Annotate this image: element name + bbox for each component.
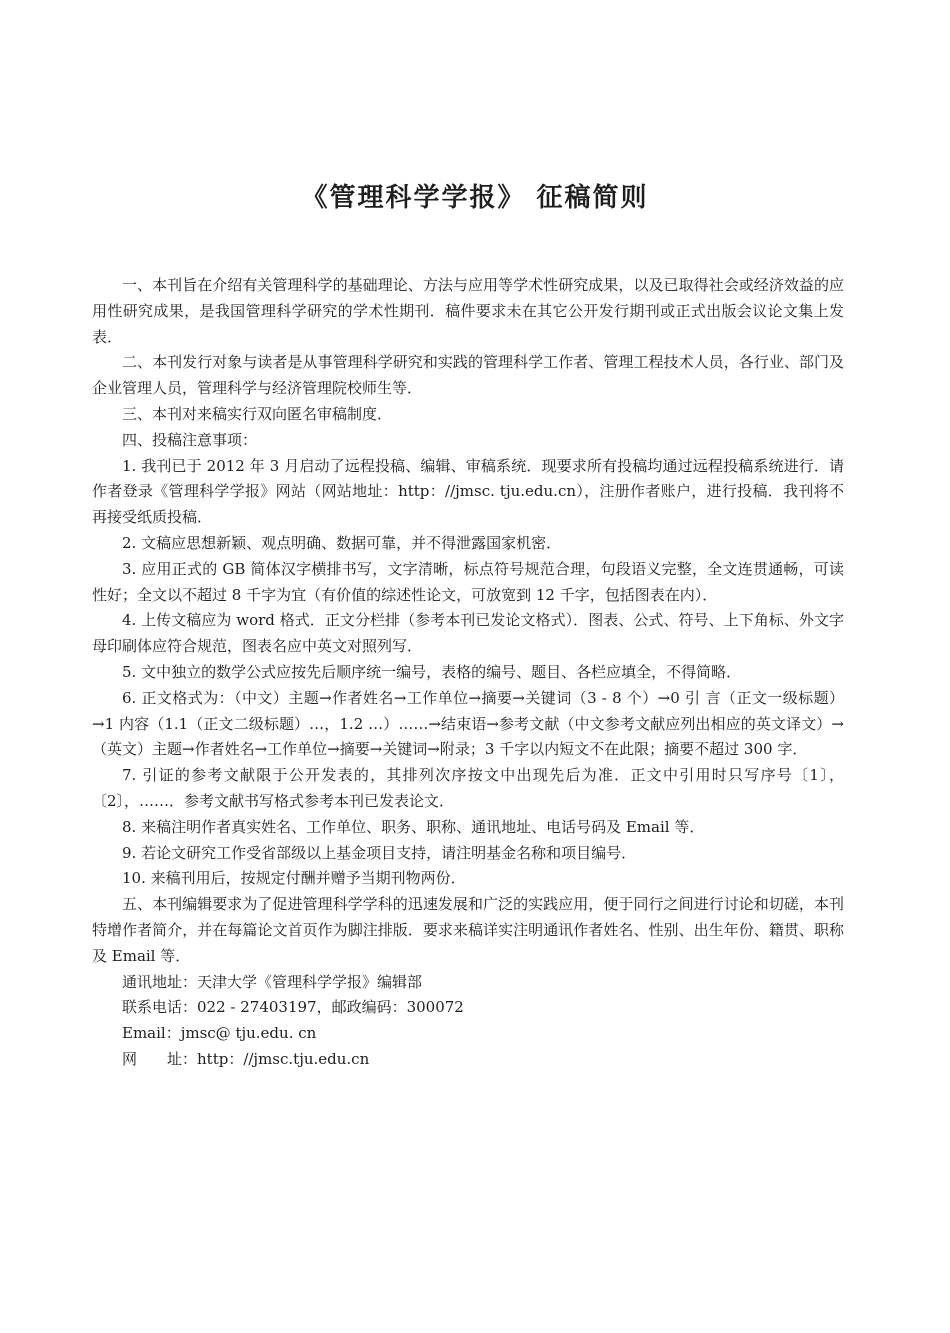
paragraph-item-5: 5. 文中独立的数学公式应按先后顺序统一编号，表格的编号、题目、各栏应填全，不得简略． [122,662,742,681]
paragraph-item-7: 7. 引证的参考文献限于公开发表的，其排列次序按文中出现先后为准．正文中引用时只写序号〔1〕，〔2〕，……．参考文献书写格式参考本刊已发表论文． [92,766,844,810]
paragraph-item-9: 9. 若论文研究工作受省部级以上基金项目支持，请注明基金名称和项目编号． [122,843,637,862]
paragraph-editorial: 五、本刊编辑要求为了促进管理科学学科的迅速发展和广泛的实践应用，便于同行之间进行讨论和切磋，本刊特增作者简介，并在每篇论文首页作为脚注排版．要求来稿详实注明通讯作者姓名、性别、出生年份、籍贯、职称及 Email 等． [92,895,844,965]
document-body [92,273,844,1073]
paragraph-item-10: 10. 来稿刊用后，按规定付酬并赠予当期刊物两份． [122,869,466,888]
paragraph-item-4: 4. 上传文稿应为 word 格式．正文分栏排（参考本刊已发论文格式）．图表、公式、符号、上下角标、外文字母印刷体应符合规范，图表名应中英文对照列写． [92,611,844,656]
contact-phone: 联系电话：022 - 27403197，邮政编码：300072 [122,998,464,1017]
paragraph-submission-heading: 四、投稿注意事项： [122,430,258,449]
contact-website: 网 址：http：//jmsc.tju.edu.cn [122,1049,370,1068]
paragraph-item-1: 1. 我刊已于 2012 年 3 月启动了远程投稿、编辑、审稿系统．现要求所有投稿均通过远程投稿系统进行．请作者登录《管理科学学报》网站（网站地址：http：//jmsc. tju.edu.cn），注册作者账户，进行投稿．我刊将不再接受纸质投稿． [92,456,844,527]
paragraph-item-2: 2. 文稿应思想新颖、观点明确、数据可靠，并不得泄露国家机密． [122,533,562,552]
paragraph-audience: 二、本刊发行对象与读者是从事管理科学研究和实践的管理科学工作者、管理工程技术人员，各行业、部门及企业管理人员，管理科学与经济管理院校师生等． [92,353,844,398]
paragraph-item-8: 8. 来稿注明作者真实姓名、工作单位、职务、职称、通讯地址、电话号码及 Email 等． [122,817,705,836]
paragraph-item-3: 3. 应用正式的 GB 简体汉字横排书写，文字清晰，标点符号规范合理，句段语义完整，全文连贯通畅，可读性好；全文以不超过 8 千字为宜（有价值的综述性论文，可放宽到 12 千字，包括图表在内）． [92,559,844,604]
paragraph-item-6: 6. 正文格式为：（中文）主题→作者姓名→工作单位→摘要→关键词（3 - 8 个）→0 引 言（正文一级标题）→1 内容（1.1（正文二级标题）…，1.2 …）……→结束语→参考文献（中文参考文献应列出相应的英文译文）→（英文）主题→作者姓名→工作单位→摘要→关键词→附录；3 千字以内短文不在此限；摘要不超过 300 字． [92,688,844,759]
contact-email: Email：jmsc@ tju.edu. cn [122,1024,317,1043]
page-title: 《管理科学学报》 征稿简则 [301,183,649,213]
contact-address: 通讯地址：天津大学《管理科学学报》编辑部 [122,972,423,991]
paragraph-scope: 一、本刊旨在介绍有关管理科学的基础理论、方法与应用等学术性研究成果，以及已取得社会或经济效益的应用性研究成果，是我国管理科学研究的学术性期刊．稿件要求未在其它公开发行期刊或正式出版会议论文集上发表． [92,276,844,346]
paragraph-review: 三、本刊对来稿实行双向匿名审稿制度． [122,404,393,423]
